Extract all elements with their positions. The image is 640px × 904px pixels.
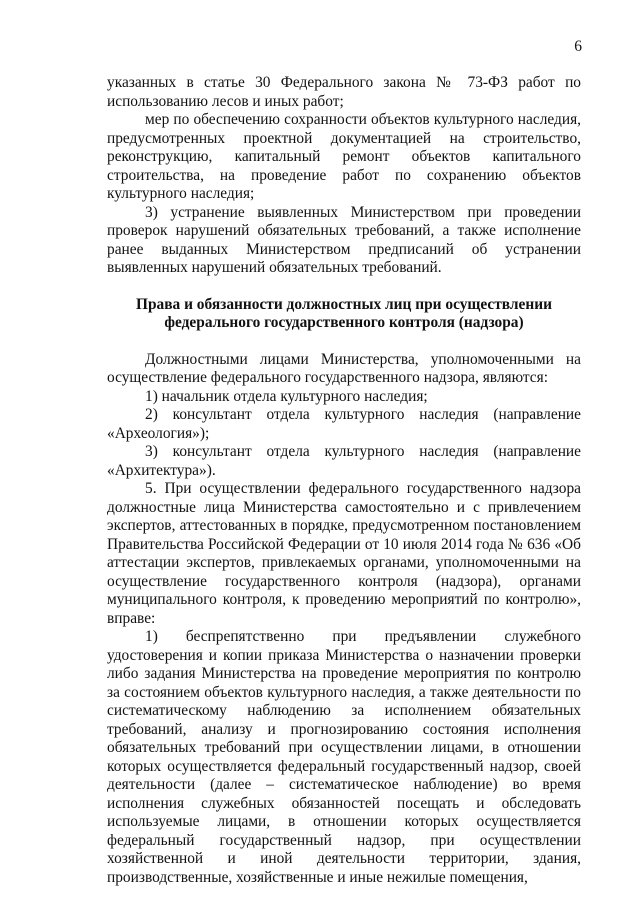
paragraph-list-item-1: 1) начальник отдела культурного наследия;: [145, 387, 428, 405]
section-heading-line-1: Права и обязанности должностных лиц при осуществлении: [136, 295, 552, 313]
paragraph-list-item-2: 2) консультант отдела культурного наследия (направление «Археология»);: [107, 406, 581, 442]
paragraph-clause-5-item-1: 1) беспрепятственно при предъявлении служебного удостоверения и копии приказа Министерства о назначении проверки либо задания Министерства на проведение мероприятия по контролю за состоянием объектов культурного наследия, а также деятельности по систематическому наблюдению за исполнением обязательных требований, анализу и прогнозированию состояния исполнения обязательных требований при осуществлении лицами, в отношении которых осуществляется федеральный государственный надзор, своей деятельности (далее – систематическое наблюдение) во время исполнения служебных обязанностей посещать и обследовать используемые лицами, в отношении которых осуществляется федеральный государственный надзор, при осуществлении хозяйственной и иной деятельности территории, здания, производственные, хозяйственные и иные нежилые помещения,: [107, 628, 581, 886]
paragraph-violations-elimination: 3) устранение выявленных Министерством при проведении проверок нарушений обязательных требований, а также исполнение ранее выданных Министерством предписаний об устранении выявленных нарушений обязательных требований.: [107, 203, 581, 276]
document-body: [107, 74, 581, 887]
paragraph-officials-intro: Должностными лицами Министерства, уполномоченными на осуществление федерального государственного надзора, являются:: [107, 350, 581, 386]
paragraph-heritage-measures: мер по обеспечению сохранности объектов культурного наследия, предусмотренных проектной документацией на строительство, реконструкцию, капитальный ремонт объектов капитального строительства, на проведение работ по сохранению объектов культурного наследия;: [107, 111, 581, 202]
paragraph-continuation: указанных в статье 30 Федерального закона № 73-ФЗ работ по использованию лесов и иных работ;: [107, 74, 581, 110]
paragraph-clause-5: 5. При осуществлении федерального государственного надзора должностные лица Министерства самостоятельно и с привлечением экспертов, аттестованных в порядке, предусмотренном постановлением Правительства Российской Федерации от 10 июля 2014 года № 636 «Об аттестации экспертов, привлекаемых органами, уполномоченными на осуществление государственного контроля (надзора), органами муниципального контроля, к проведению мероприятий по контролю», вправе:: [107, 480, 581, 627]
section-heading-line-2: федерального государственного контроля (надзора): [164, 314, 524, 331]
paragraph-list-item-3: 3) консультант отдела культурного наследия (направление «Архитектура»).: [107, 443, 581, 479]
section-heading: [107, 296, 581, 333]
page-number: 6: [574, 38, 582, 55]
